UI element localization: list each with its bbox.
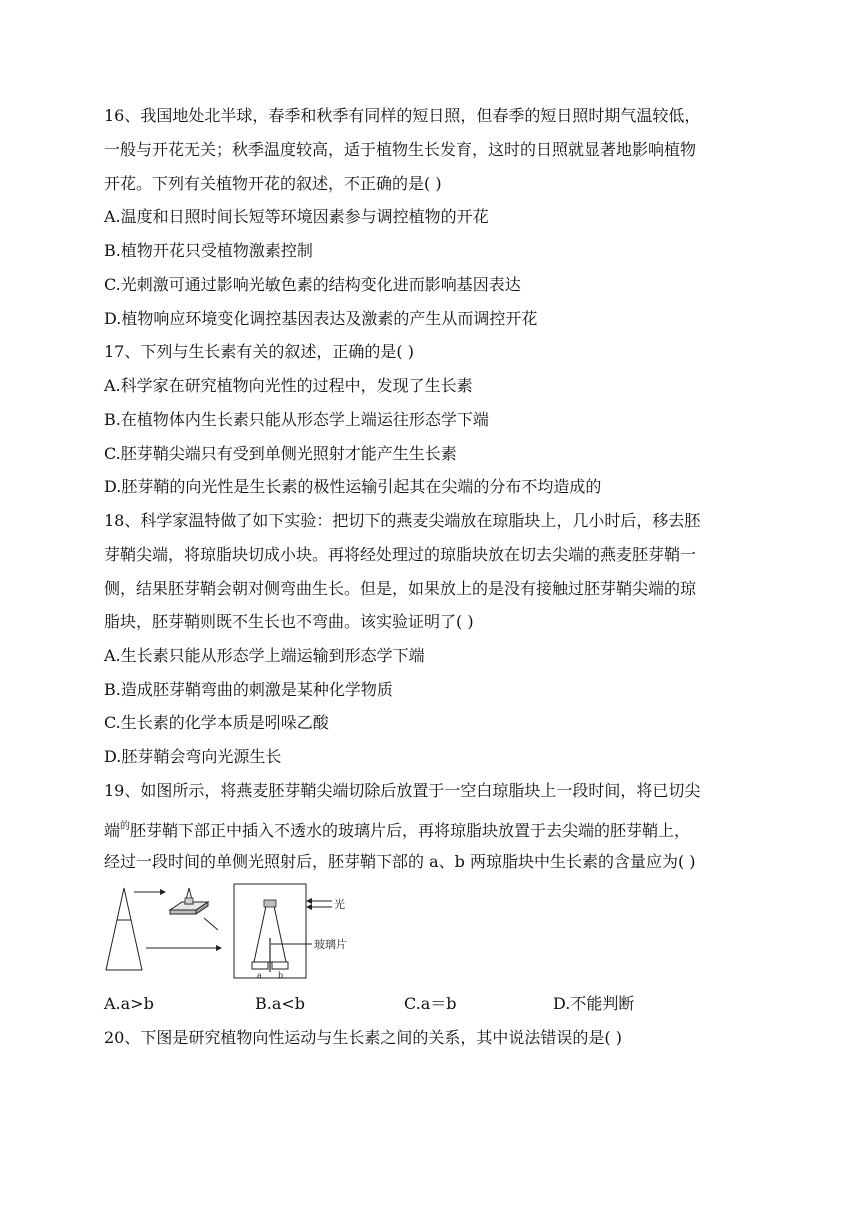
q19-option-b: B.a<b — [255, 994, 306, 1013]
arrow-diagonal — [204, 918, 218, 930]
q18-option-b: B.造成胚芽鞘弯曲的刺激是某种化学物质 — [104, 680, 393, 699]
light-arrow-2-head — [306, 904, 312, 910]
q17-option-c: C.胚芽鞘尖端只有受到单侧光照射才能产生生长素 — [104, 444, 457, 463]
q18-stem-line-4: 脂块，胚芽鞘则既不生长也不弯曲。该实验证明了( ) — [104, 612, 474, 631]
q18-stem-line-3: 侧，结果胚芽鞘会朝对侧弯曲生长。但是，如果放上的是没有接触过胚芽鞘尖端的琼 — [104, 579, 697, 598]
q16-stem-line-2: 一般与开花无关；秋季温度较高，适于植物生长发育，这时的日照就显著地影响植物 — [104, 140, 697, 159]
q19-line2-superscript: 的 — [120, 821, 131, 832]
agar-block-b — [272, 962, 288, 969]
q18-stem-line-2: 芽鞘尖端，将琼脂块切成小块。再将经处理过的琼脂块放在切去尖端的燕麦胚芽鞘一 — [104, 545, 697, 564]
q16-option-d: D.植物响应环境变化调控基因表达及激素的产生从而调控开花 — [104, 309, 538, 328]
q17-option-a: A.科学家在研究植物向光性的过程中，发现了生长素 — [104, 376, 473, 395]
q18-option-c: C.生长素的化学本质是吲哚乙酸 — [104, 713, 329, 732]
q19-line2-prefix: 端 — [104, 821, 121, 840]
label-b: b — [278, 971, 284, 980]
agar-block-a — [252, 962, 268, 969]
q18-option-a: A.生长素只能从形态学上端运输到形态学下端 — [104, 646, 425, 665]
q17-option-b: B.在植物体内生长素只能从形态学上端运往形态学下端 — [104, 410, 489, 429]
q19-experiment-figure — [100, 882, 360, 982]
q19-stem-line-1: 19、如图所示，将燕麦胚芽鞘尖端切除后放置于一空白琼脂块上一段时间，将已切尖 — [104, 781, 701, 800]
label-light: 光 — [334, 898, 345, 911]
agar-block-front — [170, 910, 196, 914]
q16-option-b: B.植物开花只受植物激素控制 — [104, 241, 313, 260]
q19-option-d: D.不能判断 — [553, 994, 635, 1013]
q20-stem: 20、下图是研究植物向性运动与生长素之间的关系，其中说法错误的是( ) — [104, 1028, 622, 1047]
agar-on-coleoptile — [264, 900, 276, 907]
q18-option-d: D.胚芽鞘会弯向光源生长 — [104, 747, 282, 766]
q19-option-a: A.a>b — [104, 994, 154, 1013]
q16-stem-line-1: 16、我国地处北半球，春季和秋季有同样的短日照，但春季的短日照时期气温较低， — [104, 106, 701, 125]
q19-stem-line-3: 经过一段时间的单侧光照射后，胚芽鞘下部的 a、b 两琼脂块中生长素的含量应为( ) — [104, 852, 696, 871]
q19-stem-line-2 — [104, 817, 690, 841]
q16-option-a: A.温度和日照时间长短等环境因素参与调控植物的开花 — [104, 207, 489, 226]
coleoptile-shape — [106, 888, 142, 970]
cut-tip-cap — [185, 898, 193, 904]
q17-stem: 17、下列与生长素有关的叙述，正确的是( ) — [104, 342, 414, 361]
q19-line2-rest: 胚芽鞘下部正中插入不透水的玻璃片后，再将琼脂块放置于去尖端的胚芽鞘上， — [130, 821, 691, 840]
q19-option-c: C.a＝b — [404, 994, 457, 1013]
arrow-top-head — [160, 889, 166, 895]
label-glass-plate: 玻璃片 — [314, 938, 347, 951]
light-arrow-1-head — [306, 898, 312, 904]
q16-option-c: C.光刺激可通过影响光敏色素的结构变化进而影响基因表达 — [104, 275, 521, 294]
arrow-bottom-head — [216, 945, 222, 951]
q18-stem-line-1: 18、科学家温特做了如下实验：把切下的燕麦尖端放在琼脂块上，几小时后，移去胚 — [104, 511, 701, 530]
q17-option-d: D.胚芽鞘的向光性是生长素的极性运输引起其在尖端的分布不均造成的 — [104, 477, 602, 496]
label-a: a — [257, 971, 262, 980]
q16-stem-line-3: 开花。下列有关植物开花的叙述，不正确的是( ) — [104, 174, 442, 193]
